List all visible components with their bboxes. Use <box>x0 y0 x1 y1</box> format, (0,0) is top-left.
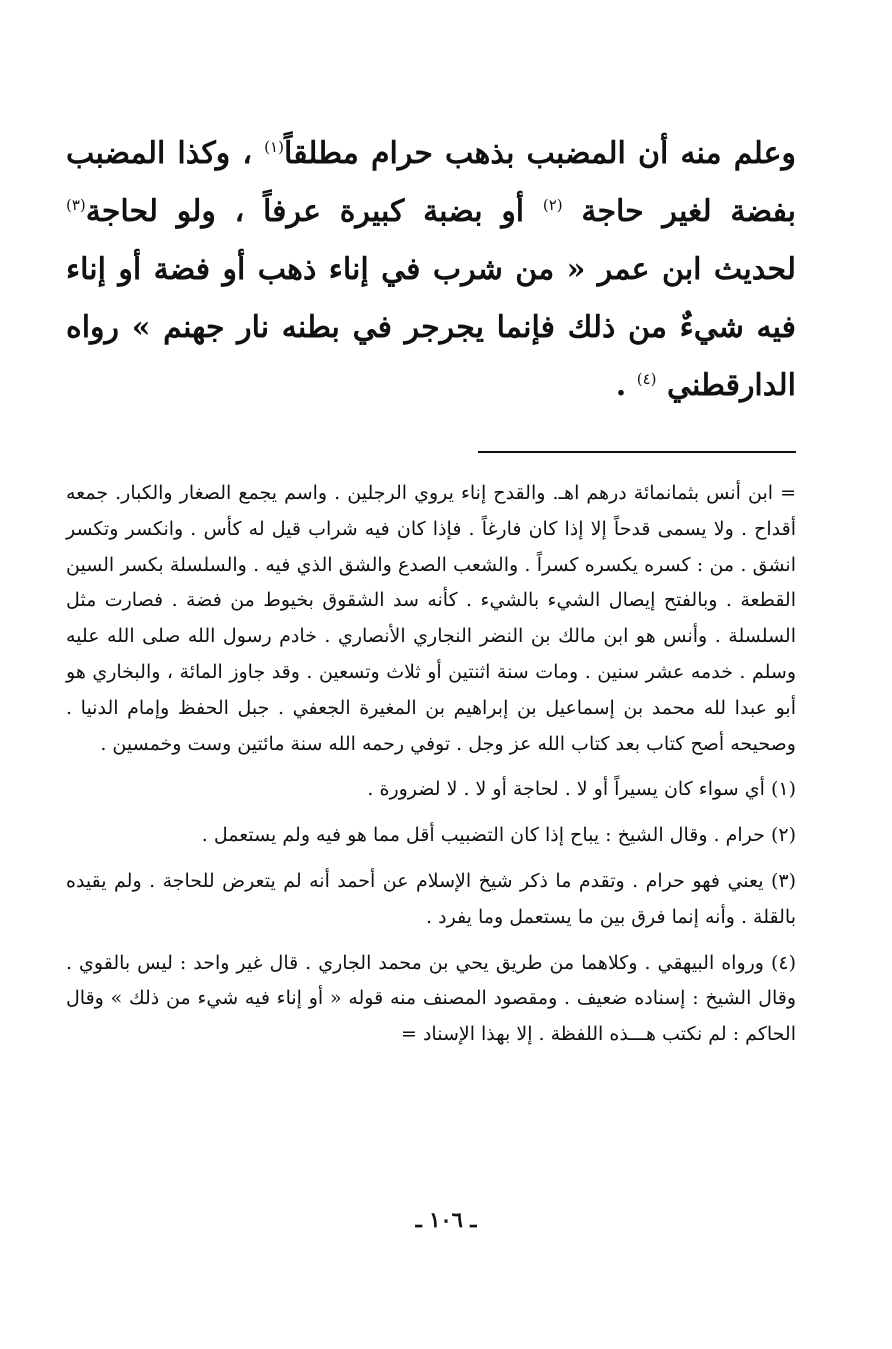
main-text-part: وعلم منه أن المضبب بذهب حرام مطلقاً <box>283 136 796 171</box>
footnote-4: (٤) ورواه البيهقي . وكلاهما من طريق يحي بن محمد الجاري . قال غير واحد : ليس بالقوي . وقال الشيخ : إسناده ضعيف . ومقصود المصنف منه قوله « أو إناء فيه شيء من ذلك » وقال الحاكم : لم نكتب هـــذه اللفظة . إلا بهذا الإسناد = <box>66 951 796 1046</box>
footnote-2: (٢) حرام . وقال الشيخ : يباح إذا كان التضبيب أقل مما هو فيه ولم يستعمل . <box>201 824 796 847</box>
main-text-part: أو بضبة كبيرة عرفاً ، ولو لحاجة <box>85 194 525 229</box>
footnote-ref-4: (٤) <box>636 370 657 388</box>
footnote-continuation: = ابن أنس بثمانمائة درهم اهـ. والقدح إناء يروي الرجلين . واسم يجمع الصغار والكبار. جمعه أقداح . ولا يسمى قدحاً إلا إذا كان فارغاً . فإذا كان فيه شراب قيل له كأس . وانكسر وتكسر انشق . من : كسره يكسره كسراً . والشعب الصدع والشق الذي فيه . والسلسلة بكسر السين القطعة . وبالفتح إيصال الشيء بالشيء . كأنه سد الشقوق بخيوط من فضة . فصارت مثل السلسلة . وأنس هو ابن مالك بن النضر النجاري الأنصاري . خادم رسول الله صلى الله عليه وسلم . خدمه عشر سنين . ومات سنة اثنتين أو ثلاث وتسعين . وقد جاوز المائة ، والبخاري هو أبو عبدا لله محمد بن إسماعيل بن إبراهيم بن المغيرة الجعفي . جبل الحفظ وإمام الدنيا . وصحيحه أصح كتاب بعد كتاب الله عز وجل . توفي رحمه الله سنة مائتين وست وخمسين . <box>66 482 796 755</box>
main-text <box>66 125 796 415</box>
footnote-1: (١) أي سواء كان يسيراً أو لا . لحاجة أو لا . لا لضرورة . <box>367 778 796 801</box>
footnote-ref-1: (١) <box>264 138 284 156</box>
footnote-3: (٣) يعني فهو حرام . وتقدم ما ذكر شيخ الإسلام عن أحمد أنه لم يتعرض للحاجة . ولم يقيده بالقلة . وأنه إنما فرق بين ما يستعمل وما يفرد . <box>66 869 796 928</box>
footnote-ref-3: (٣) <box>66 196 86 214</box>
page-number: ـ ١٠٦ ـ <box>415 1207 477 1232</box>
main-paragraph <box>66 125 796 415</box>
main-text-part: ، وكذا المضبب بفضة لغير حاجة <box>66 136 796 229</box>
footnotes <box>66 476 796 1063</box>
main-text-part: . <box>615 368 627 403</box>
main-text-part: لحديث ابن عمر « من شرب في إناء ذهب أو فضة أو إناء فيه شيءٌ من ذلك فإنما يجرجر في بطنه نار جهنم » رواه الدارقطني <box>66 252 796 403</box>
footnote-separator <box>478 451 796 453</box>
footnote-ref-2: (٢) <box>542 196 563 214</box>
